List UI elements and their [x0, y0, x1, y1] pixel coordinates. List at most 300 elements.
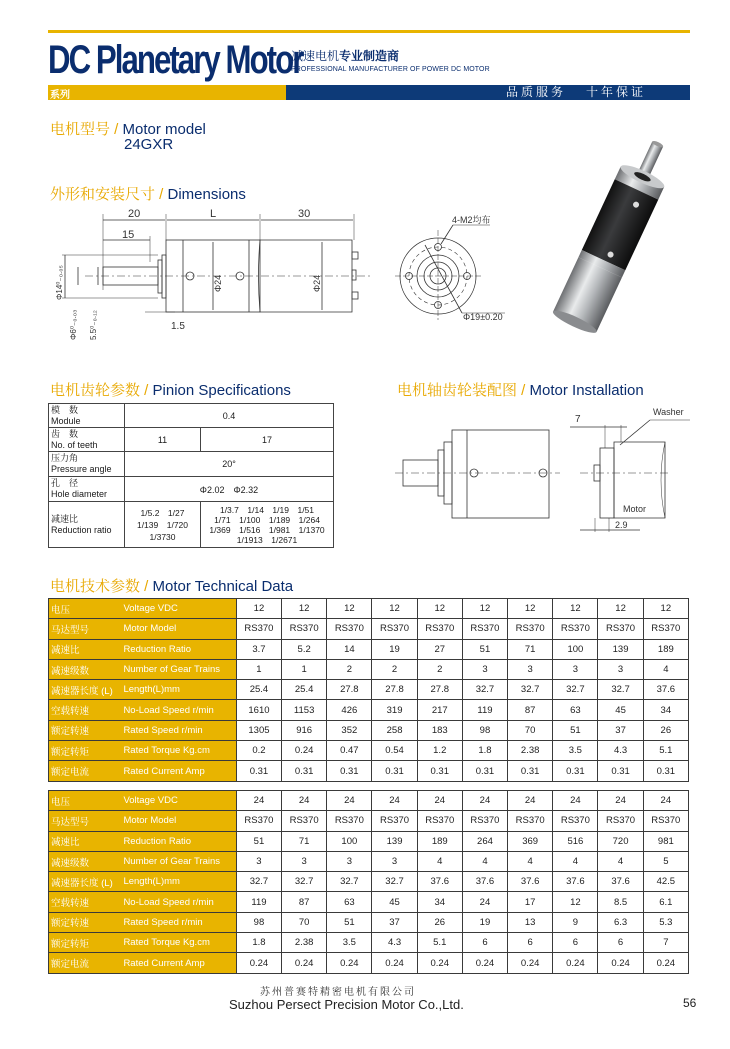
row-label-en: Number of Gear Trains	[123, 659, 236, 679]
table-cell: 3	[236, 851, 281, 871]
tech-row	[49, 761, 689, 781]
table-cell: 4	[553, 851, 598, 871]
text-line: Hole diameter	[51, 489, 108, 499]
tech-row	[49, 720, 689, 740]
dimensions-title-cn: 外形和安装尺寸 /	[50, 186, 168, 203]
table-cell: 2.38	[508, 741, 553, 761]
table-cell: RS370	[236, 619, 281, 639]
pinion-label-pressure	[49, 452, 125, 477]
row-label-cn: 减速级数	[49, 659, 124, 679]
table-cell: 71	[282, 831, 327, 851]
tech-row	[49, 872, 689, 892]
motor-photo	[520, 130, 700, 350]
table-cell: 12	[598, 599, 643, 619]
row-label-cn: 减速级数	[49, 851, 124, 871]
tech-row	[49, 659, 689, 679]
text-line: 齿 数	[51, 428, 79, 439]
text-line: 1/369 1/516 1/981 1/1370	[209, 524, 325, 535]
table-cell: 3	[462, 659, 507, 679]
dimensions-title-en: Dimensions	[167, 186, 246, 203]
table-cell: 0.31	[236, 761, 281, 781]
table-cell: 0.31	[598, 761, 643, 781]
table-cell: 98	[236, 912, 281, 932]
dim-5-5: 5.5⁰₋₀.₁₂	[89, 310, 98, 340]
table-cell: 12	[462, 599, 507, 619]
table-cell: 19	[372, 639, 417, 659]
table-cell: RS370	[417, 619, 462, 639]
table-cell: 12	[236, 599, 281, 619]
row-label-cn: 减速比	[49, 831, 124, 851]
table-cell: RS370	[553, 619, 598, 639]
row-label-en: Motor Model	[123, 619, 236, 639]
table-cell: 32.7	[372, 872, 417, 892]
table-cell: 37.6	[643, 680, 688, 700]
tech-row	[49, 811, 689, 831]
table-cell: 12	[372, 599, 417, 619]
table-cell: RS370	[508, 619, 553, 639]
text-line: 1/71 1/100 1/189 1/264	[214, 514, 320, 525]
table-cell: 63	[327, 892, 372, 912]
table-cell: 12	[553, 599, 598, 619]
text-line: No. of teeth	[51, 439, 98, 450]
table-cell: 24	[553, 791, 598, 811]
dim-dia6: Φ6⁰₋₀.₀₃	[69, 309, 78, 340]
table-cell: 100	[553, 639, 598, 659]
pinion-table	[48, 403, 334, 548]
table-cell: 24	[462, 791, 507, 811]
table-cell: 12	[417, 599, 462, 619]
table-cell: 45	[598, 700, 643, 720]
table-cell: 3	[327, 851, 372, 871]
table-cell: 1	[236, 659, 281, 679]
pinion-row-module	[49, 404, 334, 428]
motor-model-title-en: Motor model	[122, 121, 206, 138]
table-cell: 12	[508, 599, 553, 619]
table-cell: RS370	[282, 619, 327, 639]
row-label-cn: 额定转速	[49, 912, 124, 932]
table-cell: 0.2	[236, 741, 281, 761]
tagline-cn	[291, 47, 399, 64]
table-cell: 37.6	[417, 872, 462, 892]
table-cell: 87	[282, 892, 327, 912]
tech-row	[49, 700, 689, 720]
table-cell: 3.5	[327, 933, 372, 953]
table-cell: 0.24	[282, 741, 327, 761]
installation-title-cn: 电机轴齿轮装配图 /	[397, 382, 530, 399]
row-label-cn: 额定电流	[49, 761, 124, 781]
motor-model-title-cn: 电机型号 /	[50, 121, 123, 138]
table-cell: 32.7	[327, 872, 372, 892]
table-cell: 27.8	[417, 680, 462, 700]
table-cell: 37.6	[598, 872, 643, 892]
tech-row	[49, 741, 689, 761]
table-cell: 119	[236, 892, 281, 912]
pinion-ratio-a	[125, 502, 201, 548]
table-cell: 32.7	[553, 680, 598, 700]
table-cell: RS370	[643, 619, 688, 639]
table-cell: 369	[508, 831, 553, 851]
table-cell: 4.3	[372, 933, 417, 953]
table-cell: 5.1	[417, 933, 462, 953]
table-cell: 26	[643, 720, 688, 740]
page-number: 56	[683, 996, 697, 1010]
table-cell: 27.8	[372, 680, 417, 700]
table-cell: 51	[462, 639, 507, 659]
table-cell: 70	[282, 912, 327, 932]
table-cell: 3	[553, 659, 598, 679]
table-cell: 189	[417, 831, 462, 851]
row-label-en: Rated Current Amp	[123, 953, 236, 973]
pinion-teeth-a: 11	[125, 428, 201, 452]
tech-row	[49, 680, 689, 700]
tech-row	[49, 851, 689, 871]
row-label-en: Rated Torque Kg.cm	[123, 741, 236, 761]
slogan-quality: 品质服务	[505, 85, 566, 99]
row-label-en: Rated Current Amp	[123, 761, 236, 781]
text-line: 减速比	[51, 513, 79, 524]
table-cell: 32.7	[598, 680, 643, 700]
table-cell: 24	[508, 791, 553, 811]
table-cell: 3	[508, 659, 553, 679]
inst-motor-body	[452, 430, 549, 518]
dim-dia14: Φ14⁰₋₀.₀₅	[55, 265, 64, 300]
row-label-cn: 空载转速	[49, 892, 124, 912]
tech-row	[49, 933, 689, 953]
table-cell: 0.31	[372, 761, 417, 781]
table-cell: 0.31	[553, 761, 598, 781]
table-cell: 24	[282, 791, 327, 811]
table-cell: 1	[282, 659, 327, 679]
pinion-label-hole	[49, 477, 125, 502]
table-cell: 6.1	[643, 892, 688, 912]
installation-title-en: Motor Installation	[529, 382, 644, 399]
table-cell: RS370	[553, 811, 598, 831]
table-cell: 258	[372, 720, 417, 740]
table-cell: RS370	[327, 619, 372, 639]
table-cell: 0.31	[508, 761, 553, 781]
table-cell: 19	[462, 912, 507, 932]
table-cell: 0.24	[462, 953, 507, 973]
table-cell: 916	[282, 720, 327, 740]
table-cell: 5	[643, 851, 688, 871]
table-cell: 352	[327, 720, 372, 740]
text-line: 1/139 1/720	[136, 519, 189, 530]
pinion-row-teeth	[49, 428, 334, 452]
table-cell: 26	[417, 912, 462, 932]
table-cell: 0.24	[598, 953, 643, 973]
table-cell: 17	[508, 892, 553, 912]
row-label-en: Rated Speed r/min	[123, 720, 236, 740]
table-cell: RS370	[462, 811, 507, 831]
pinion-heading	[50, 379, 291, 400]
dim-L: L	[210, 208, 217, 220]
table-cell: 5.3	[643, 912, 688, 932]
row-label-cn: 马达型号	[49, 811, 124, 831]
tech-row	[49, 639, 689, 659]
table-cell: 0.24	[327, 953, 372, 973]
table-cell: 6	[598, 933, 643, 953]
table-cell: 319	[372, 700, 417, 720]
header-top-rule	[48, 30, 690, 33]
table-cell: 0.24	[236, 953, 281, 973]
table-cell: 87	[508, 700, 553, 720]
table-cell: 3	[598, 659, 643, 679]
table-cell: 37.6	[508, 872, 553, 892]
text-line: 1/3.7 1/14 1/19 1/51	[219, 504, 315, 515]
table-cell: 24	[372, 791, 417, 811]
pinion-row-ratio	[49, 502, 334, 548]
table-cell: 24	[643, 791, 688, 811]
installation-drawing	[395, 400, 695, 540]
pinion-hole-value: Φ2.02 Φ2.32	[125, 477, 334, 502]
table-cell: 42.5	[643, 872, 688, 892]
label-pcd: Φ19±0.20	[463, 312, 503, 322]
pinion-label-module	[49, 404, 125, 428]
row-label-en: Number of Gear Trains	[123, 851, 236, 871]
table-cell: 51	[553, 720, 598, 740]
table-cell: 0.31	[417, 761, 462, 781]
table-cell: 0.24	[643, 953, 688, 973]
dim-dia24-gearbox: Φ24	[213, 274, 223, 292]
table-cell: RS370	[236, 811, 281, 831]
row-label-cn: 减速器长度 (L)	[49, 872, 124, 892]
table-cell: 1610	[236, 700, 281, 720]
table-cell: 4	[643, 659, 688, 679]
row-label-en: Length(L)mm	[123, 680, 236, 700]
table-cell: 1.2	[417, 741, 462, 761]
table-cell: 0.24	[282, 953, 327, 973]
row-label-en: Rated Speed r/min	[123, 912, 236, 932]
series-label: 系列	[50, 90, 70, 101]
text-line: Pressure angle	[51, 464, 112, 474]
row-label-cn: 额定转速	[49, 720, 124, 740]
table-cell: 27.8	[327, 680, 372, 700]
table-cell: 98	[462, 720, 507, 740]
table-cell: 4	[417, 851, 462, 871]
dimension-drawing-front	[395, 215, 520, 325]
row-label-cn: 减速比	[49, 639, 124, 659]
table-cell: RS370	[643, 811, 688, 831]
table-cell: 51	[327, 912, 372, 932]
pinion-title-cn: 电机齿轮参数 /	[50, 382, 153, 399]
tech-row	[49, 892, 689, 912]
table-cell: 8.5	[598, 892, 643, 912]
table-cell: 217	[417, 700, 462, 720]
table-cell: RS370	[462, 619, 507, 639]
tech-row	[49, 791, 689, 811]
row-label-en: Motor Model	[123, 811, 236, 831]
tech-row	[49, 831, 689, 851]
pinion-title-en: Pinion Specifications	[152, 382, 291, 399]
row-label-cn: 电压	[49, 791, 124, 811]
tech-row	[49, 912, 689, 932]
slogan-warranty: 十年保证	[585, 85, 646, 99]
table-cell: 32.7	[236, 872, 281, 892]
table-cell: 34	[417, 892, 462, 912]
dim-20: 20	[128, 208, 141, 220]
text-line: 模 数	[51, 404, 79, 415]
row-label-cn: 额定转矩	[49, 741, 124, 761]
table-cell: 71	[508, 639, 553, 659]
row-label-en: Rated Torque Kg.cm	[123, 933, 236, 953]
table-cell: 5.1	[643, 741, 688, 761]
table-cell: 37	[372, 912, 417, 932]
table-cell: 24	[462, 892, 507, 912]
brand-title: DC Planetary Motor	[48, 38, 303, 82]
table-cell: RS370	[417, 811, 462, 831]
table-cell: RS370	[508, 811, 553, 831]
table-cell: 2	[372, 659, 417, 679]
table-cell: 0.24	[372, 953, 417, 973]
text-line: Reduction ratio	[51, 524, 112, 535]
tech-row	[49, 953, 689, 973]
row-label-cn: 额定电流	[49, 953, 124, 973]
dim-15: 15	[122, 229, 135, 241]
table-cell: 13	[508, 912, 553, 932]
table-cell: 0.31	[643, 761, 688, 781]
dimension-drawing-side	[40, 200, 380, 350]
footer-company-cn: 苏州普赛特精密电机有限公司	[260, 987, 416, 998]
table-cell: 6	[462, 933, 507, 953]
table-cell: 2	[327, 659, 372, 679]
row-label-en: Reduction Ratio	[123, 639, 236, 659]
dim-1-5: 1.5	[171, 321, 185, 332]
table-cell: 37	[598, 720, 643, 740]
table-cell: RS370	[598, 811, 643, 831]
table-cell: 6.3	[598, 912, 643, 932]
table-cell: 24	[236, 791, 281, 811]
table-cell: 5.2	[282, 639, 327, 659]
table-cell: 32.7	[282, 872, 327, 892]
table-cell: 981	[643, 831, 688, 851]
row-label-en: Reduction Ratio	[123, 831, 236, 851]
inst-label-2-9: 2.9	[615, 520, 628, 530]
table-cell: 3	[282, 851, 327, 871]
table-cell: RS370	[282, 811, 327, 831]
table-cell: 12	[282, 599, 327, 619]
table-cell: 51	[236, 831, 281, 851]
text-line: 压力角	[51, 453, 79, 463]
tech-table-24v	[48, 790, 689, 974]
tech-title-en: Motor Technical Data	[152, 578, 294, 595]
label-mounting-holes: 4-M2均布	[452, 215, 491, 225]
table-cell: 1.8	[462, 741, 507, 761]
table-cell: 12	[553, 892, 598, 912]
table-cell: 37.6	[462, 872, 507, 892]
table-cell: 3	[372, 851, 417, 871]
tech-title-cn: 电机技术参数 /	[50, 578, 153, 595]
row-label-en: Voltage VDC	[123, 791, 236, 811]
table-cell: 426	[327, 700, 372, 720]
table-cell: 264	[462, 831, 507, 851]
table-cell: 0.31	[282, 761, 327, 781]
text-line: Module	[51, 415, 81, 426]
table-cell: 37.6	[553, 872, 598, 892]
inst-label-motor: Motor	[623, 504, 647, 514]
text-line: 1/5.2 1/27	[140, 507, 185, 518]
table-cell: 139	[372, 831, 417, 851]
table-cell: 25.4	[236, 680, 281, 700]
text-line: 孔 径	[51, 478, 79, 488]
table-cell: 2	[417, 659, 462, 679]
table-cell: RS370	[372, 811, 417, 831]
series-band	[48, 85, 286, 100]
table-cell: RS370	[598, 619, 643, 639]
table-cell: 720	[598, 831, 643, 851]
motor-model-value: 24GXR	[124, 136, 174, 153]
row-label-cn: 马达型号	[49, 619, 124, 639]
table-cell: 0.24	[417, 953, 462, 973]
tagline-cn-bold: 专业制造商	[339, 49, 400, 63]
inst-label-7: 7	[575, 414, 581, 425]
dim-dia24-motor: Φ24	[312, 274, 322, 292]
row-label-en: Length(L)mm	[123, 872, 236, 892]
table-cell: 12	[327, 599, 372, 619]
table-cell: 0.31	[327, 761, 372, 781]
table-cell: 1305	[236, 720, 281, 740]
table-cell: 1.8	[236, 933, 281, 953]
pinion-pressure-value: 20°	[125, 452, 334, 477]
table-cell: 2.38	[282, 933, 327, 953]
inst-label-washer: Washer	[653, 407, 684, 417]
pinion-ratio-b	[201, 502, 334, 548]
table-cell: 24	[327, 791, 372, 811]
table-cell: 1153	[282, 700, 327, 720]
table-cell: 34	[643, 700, 688, 720]
pinion-row-hole	[49, 477, 334, 502]
text-line: 1/3730	[149, 531, 176, 542]
pinion-label-teeth	[49, 428, 125, 452]
table-cell: 139	[598, 639, 643, 659]
row-label-cn: 电压	[49, 599, 124, 619]
table-cell: 0.31	[462, 761, 507, 781]
pinion-teeth-b: 17	[201, 428, 334, 452]
tech-table-12v	[48, 598, 689, 782]
table-cell: 516	[553, 831, 598, 851]
table-cell: 0.24	[553, 953, 598, 973]
pinion-label-ratio	[49, 502, 125, 548]
tech-heading	[50, 575, 293, 596]
tagline-cn-light: 减速电机	[291, 49, 340, 63]
table-cell: 24	[417, 791, 462, 811]
table-cell: 4	[462, 851, 507, 871]
table-cell: 6	[553, 933, 598, 953]
table-cell: RS370	[372, 619, 417, 639]
table-cell: 7	[643, 933, 688, 953]
table-cell: RS370	[327, 811, 372, 831]
table-cell: 4	[508, 851, 553, 871]
table-cell: 4.3	[598, 741, 643, 761]
pinion-module-value: 0.4	[125, 404, 334, 428]
row-label-cn: 减速器长度 (L)	[49, 680, 124, 700]
table-cell: 63	[553, 700, 598, 720]
table-cell: 0.24	[508, 953, 553, 973]
table-cell: 32.7	[462, 680, 507, 700]
tech-row	[49, 599, 689, 619]
table-cell: 9	[553, 912, 598, 932]
tagline-en: PROFESSIONAL MANUFACTURER OF POWER DC MOTOR	[291, 66, 490, 73]
table-cell: 24	[598, 791, 643, 811]
row-label-cn: 额定转矩	[49, 933, 124, 953]
row-label-en: No-Load Speed r/min	[123, 892, 236, 912]
footer-company-en: Suzhou Persect Precision Motor Co.,Ltd.	[229, 997, 464, 1012]
installation-heading	[397, 379, 644, 400]
table-cell: 189	[643, 639, 688, 659]
table-cell: 70	[508, 720, 553, 740]
row-label-cn: 空载转速	[49, 700, 124, 720]
table-cell: 12	[643, 599, 688, 619]
table-cell: 25.4	[282, 680, 327, 700]
